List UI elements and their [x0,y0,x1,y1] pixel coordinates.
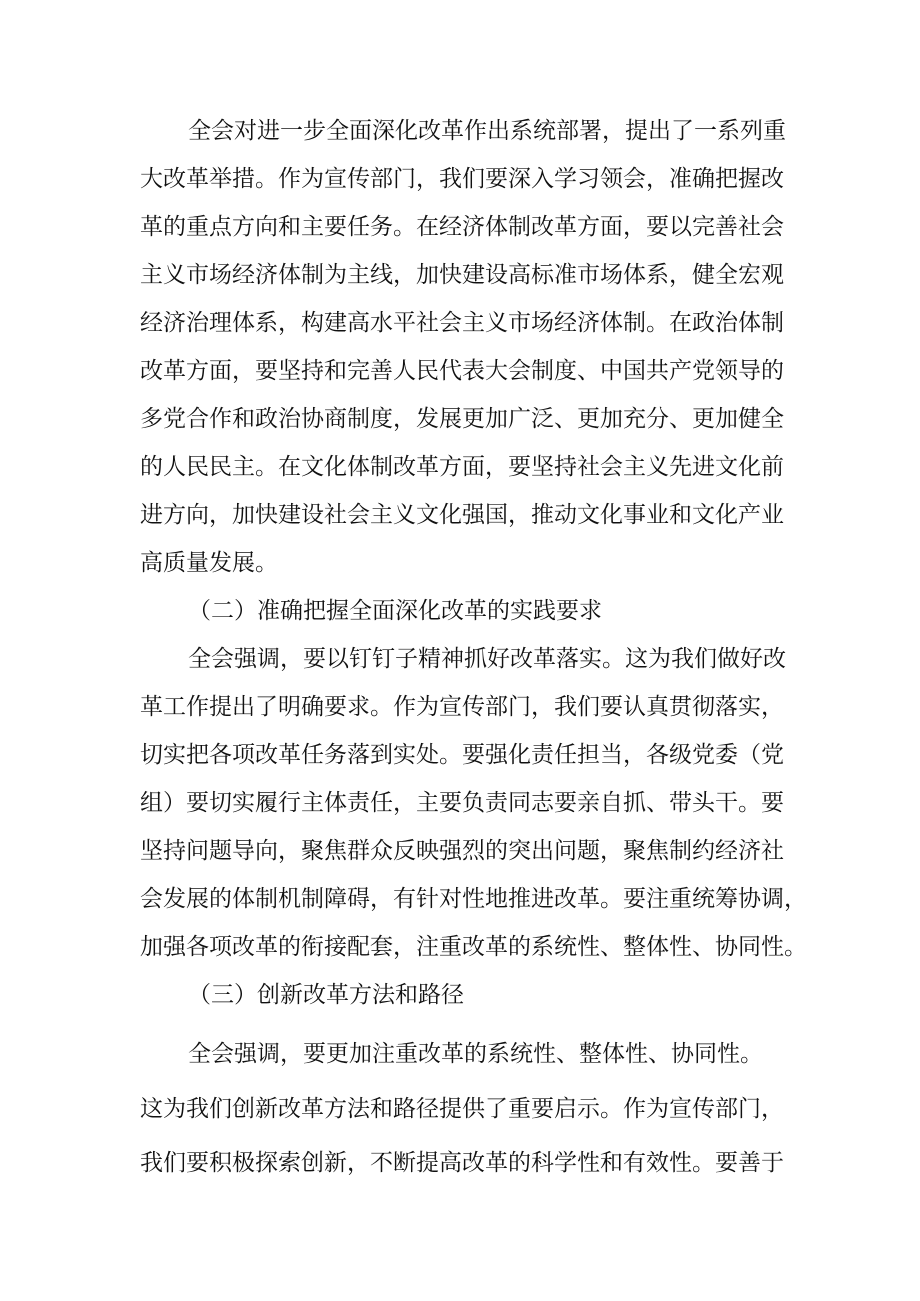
paragraph-1-line-4: 主义市场经济体制为主线，加快建设高标准市场体系，健全宏观 [140,262,784,288]
section-heading-3: （三）创新改革方法和路径 [188,982,464,1008]
paragraph-1-line-5: 经济治理体系，构建高水平社会主义市场经济体制。在政治体制 [140,310,784,336]
paragraph-1-line-2: 大改革举措。作为宣传部门，我们要深入学习领会，准确把握改 [140,166,784,192]
paragraph-3-line-2: 革工作提出了明确要求。作为宣传部门，我们要认真贯彻落实， [140,694,784,720]
paragraph-3-line-7: 加强各项改革的衔接配套，注重改革的系统性、整体性、协同性。 [140,934,807,960]
paragraph-3-line-3: 切实把各项改革任务落到实处。要强化责任担当，各级党委（党 [140,742,784,768]
paragraph-1-line-8: 的人民民主。在文化体制改革方面，要坚持社会主义先进文化前 [140,454,784,480]
paragraph-1-line-1: 全会对进一步全面深化改革作出系统部署，提出了一系列重 [188,118,786,144]
paragraph-5-line-2: 这为我们创新改革方法和路径提供了重要启示。作为宣传部门， [140,1096,784,1122]
paragraph-1-line-3: 革的重点方向和主要任务。在经济体制改革方面，要以完善社会 [140,214,784,240]
paragraph-1-line-7: 多党合作和政治协商制度，发展更加广泛、更加充分、更加健全 [140,406,784,432]
paragraph-3-line-6: 会发展的体制机制障碍，有针对性地推进改革。要注重统筹协调， [140,886,807,912]
paragraph-3-line-1: 全会强调，要以钉钉子精神抓好改革落实。这为我们做好改 [188,646,786,672]
section-heading-2: （二）准确把握全面深化改革的实践要求 [188,598,602,624]
paragraph-1-line-6: 改革方面，要坚持和完善人民代表大会制度、中国共产党领导的 [140,358,784,384]
paragraph-5-line-3: 我们要积极探索创新，不断提高改革的科学性和有效性。要善于 [140,1150,784,1176]
paragraph-5-line-1: 全会强调，要更加注重改革的系统性、整体性、协同性。 [188,1041,763,1067]
paragraph-1-line-9: 进方向，加快建设社会主义文化强国，推动文化事业和文化产业 [140,502,784,528]
paragraph-3-line-5: 坚持问题导向，聚焦群众反映强烈的突出问题，聚焦制约经济社 [140,838,784,864]
paragraph-3-line-4: 组）要切实履行主体责任，主要负责同志要亲自抓、带头干。要 [140,790,784,816]
paragraph-1-line-10: 高质量发展。 [140,550,278,576]
